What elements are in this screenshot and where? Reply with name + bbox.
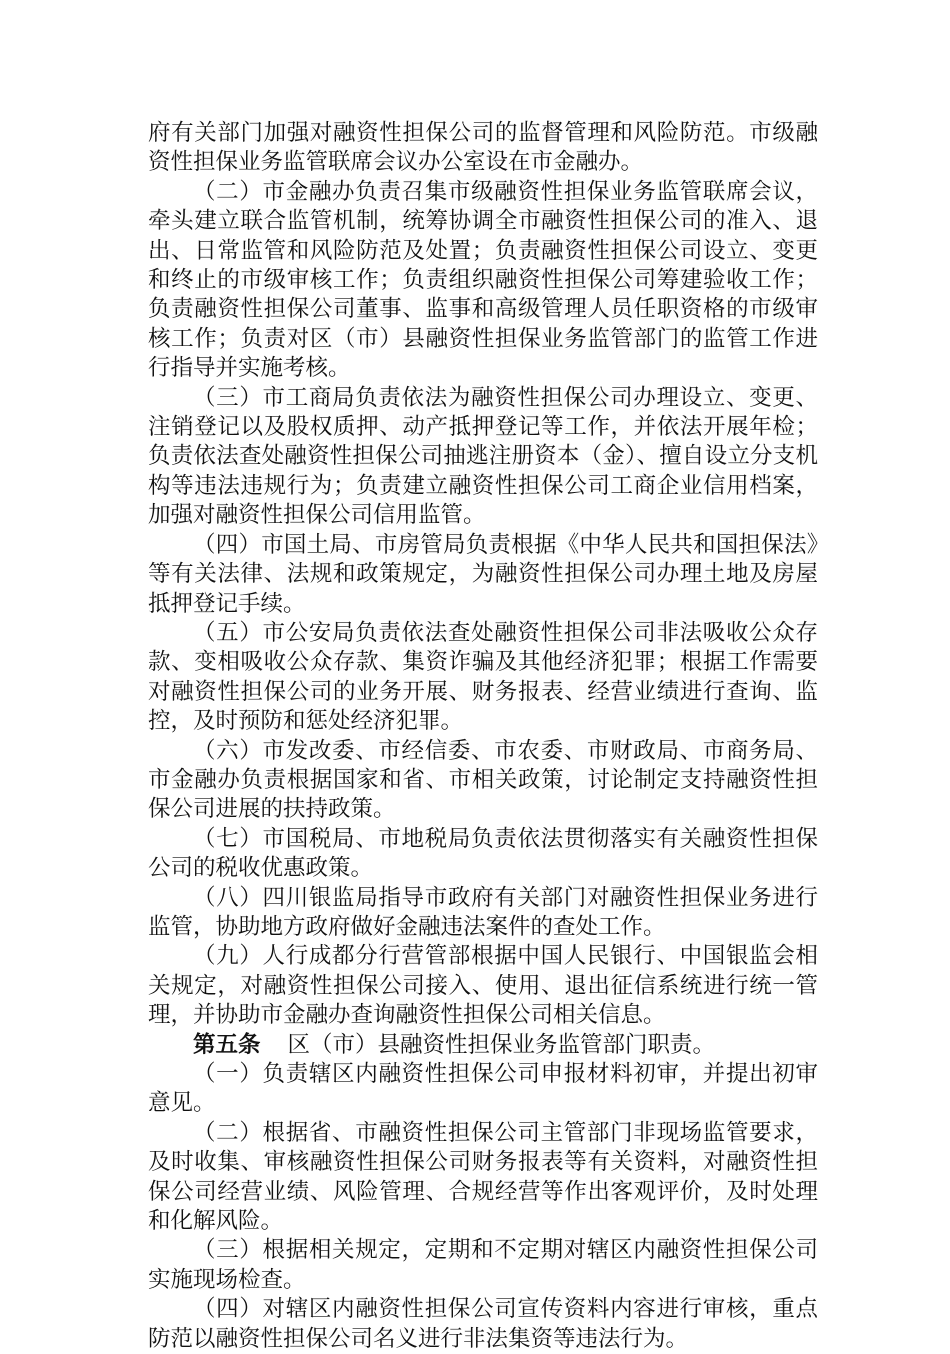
article-heading [148, 1031, 818, 1060]
paragraph-item-3: （三）市工商局负责依法为融资性担保公司办理设立、变更、注销登记以及股权质押、动产抵押登记等工作，并依法开展年检；负责依法查处融资性担保公司抽逃注册资本（金）、擅自设立分支机构等违法违规行为；负责建立融资性担保公司工商企业信用档案，加强对融资性担保公司信用监管。 [148, 384, 818, 529]
paragraph-item-7: （七）市国税局、市地税局负责依法贯彻落实有关融资性担保公司的税收优惠政策。 [148, 825, 818, 882]
paragraph-item-4: （四）市国土局、市房管局负责根据《中华人民共和国担保法》等有关法律、法规和政策规定，为融资性担保公司办理土地及房屋抵押登记手续。 [148, 531, 818, 617]
paragraph-duty-1: （一）负责辖区内融资性担保公司申报材料初审，并提出初审意见。 [148, 1061, 818, 1117]
paragraph-item-6: （六）市发改委、市经信委、市农委、市财政局、市商务局、市金融办负责根据国家和省、市相关政策，讨论制定支持融资性担保公司进展的扶持政策。 [148, 737, 818, 823]
paragraph-duty-2: （二）根据省、市融资性担保公司主管部门非现场监管要求，及时收集、审核融资性担保公司财务报表等有关资料，对融资性担保公司经营业绩、风险管理、合规经营等作出客观评价，及时处理和化解风险。 [148, 1119, 818, 1235]
paragraph-duty-3: （三）根据相关规定，定期和不定期对辖区内融资性担保公司实施现场检查。 [148, 1237, 818, 1293]
paragraph-item-8: （八）四川银监局指导市政府有关部门对融资性担保业务进行监管，协助地方政府做好金融违法案件的查处工作。 [148, 884, 818, 940]
document-body [148, 119, 818, 1354]
paragraph-duty-4: （四）对辖区内融资性担保公司宣传资料内容进行审核，重点防范以融资性担保公司名义进行非法集资等违法行为。 [148, 1296, 818, 1352]
article-text: 区（市）县融资性担保业务监管部门职责。 [287, 1031, 716, 1058]
paragraph-item-9: （九）人行成都分行营管部根据中国人民银行、中国银监会相关规定，对融资性担保公司接入、使用、退出征信系统进行统一管理，并协助市金融办查询融资性担保公司相关信息。 [148, 943, 818, 1029]
article-label: 第五条 [193, 1031, 261, 1058]
paragraph-item-2: （二）市金融办负责召集市级融资性担保业务监管联席会议，牵头建立联合监管机制，统筹协调全市融资性担保公司的准入、退出、日常监管和风险防范及处置；负责融资性担保公司设立、变更和终止的市级审核工作；负责组织融资性担保公司筹建验收工作；负责融资性担保公司董事、监事和高级管理人员任职资格的市级审核工作；负责对区（市）县融资性担保业务监管部门的监管工作进行指导并实施考核。 [148, 178, 818, 382]
paragraph-item-5: （五）市公安局负责依法查处融资性担保公司非法吸收公众存款、变相吸收公众存款、集资诈骗及其他经济犯罪；根据工作需要对融资性担保公司的业务开展、财务报表、经营业绩进行查询、监控，及时预防和惩处经济犯罪。 [148, 619, 818, 735]
paragraph-continued: 府有关部门加强对融资性担保公司的监督管理和风险防范。市级融资性担保业务监管联席会议办公室设在市金融办。 [148, 120, 818, 176]
